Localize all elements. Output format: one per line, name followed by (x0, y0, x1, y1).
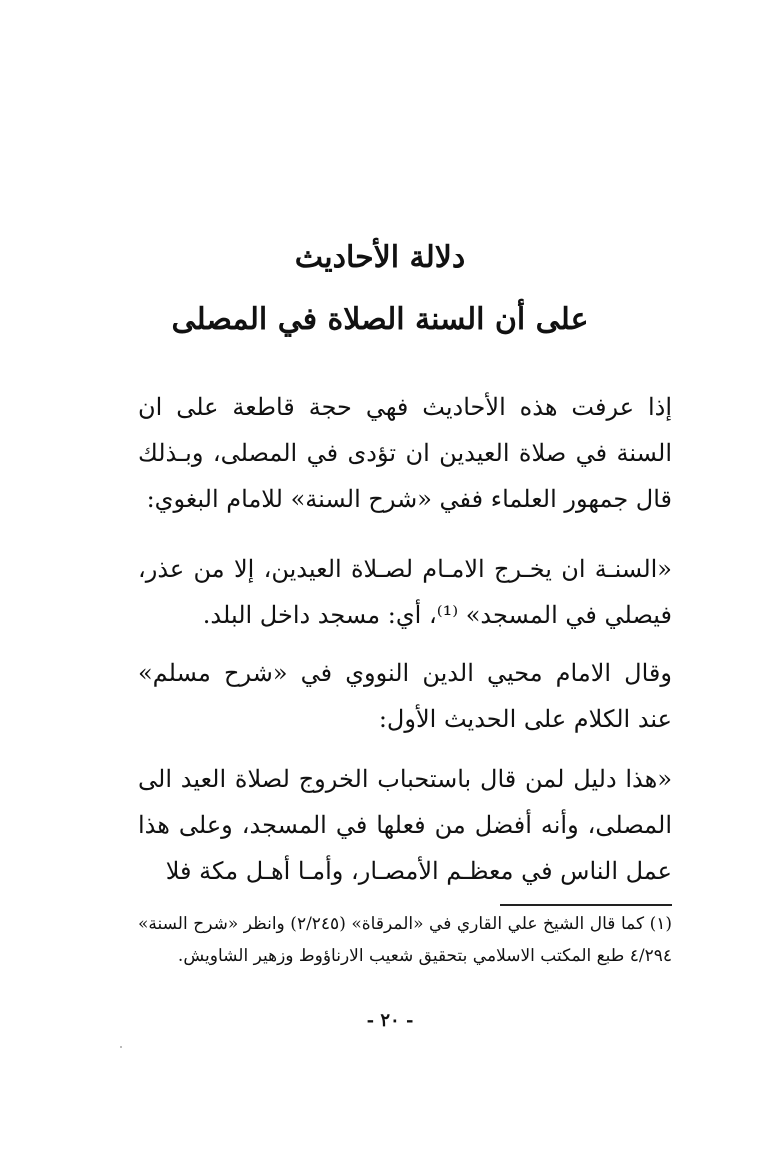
page-subtitle: على أن السنة الصلاة في المصلى (171, 302, 589, 337)
paragraph-nawawi-intro: وقال الامام محيي الدين النووي في «شرح مسلم» عند الكلام على الحديث الأول: (138, 659, 672, 733)
paragraph-baghawi-quote: «السنـة ان يخـرج الامـام لصـلاة العيدين، إلا من عذر، فيصلي في المسجد» ⁽¹⁾، أي: مسجد داخل البلد. (138, 555, 672, 629)
page-number: - ٢٠ - (366, 1010, 414, 1031)
footnote-divider (500, 904, 672, 906)
paragraph-intro: إذا عرفت هذه الأحاديث فهي حجة قاطعة على ان السنة في صلاة العيدين ان تؤدى في المصلى، وبـذلك قال جمهور العلماء ففي «شرح السنة» للامام البغوي: (138, 393, 672, 513)
scan-speck (120, 1046, 122, 1048)
paragraph-nawawi-quote: «هذا دليل لمن قال باستحباب الخروج لصلاة العيد الى المصلى، وأنه أفضل من فعلها في المسجد، وعلى هذا عمل الناس في معظـم الأمصـار، وأمـا أهـل مكة فلا (138, 765, 672, 885)
page-title: دلالة الأحاديث (294, 240, 466, 275)
footnote: (١) كما قال الشيخ علي القاري في «المرقاة» (٢/٢٤٥) وانظر «شرح السنة» ٤/٢٩٤ طبع المكتب الاسلامي بتحقيق شعيب الارناؤوط وزهير الشاويش. (138, 914, 672, 966)
